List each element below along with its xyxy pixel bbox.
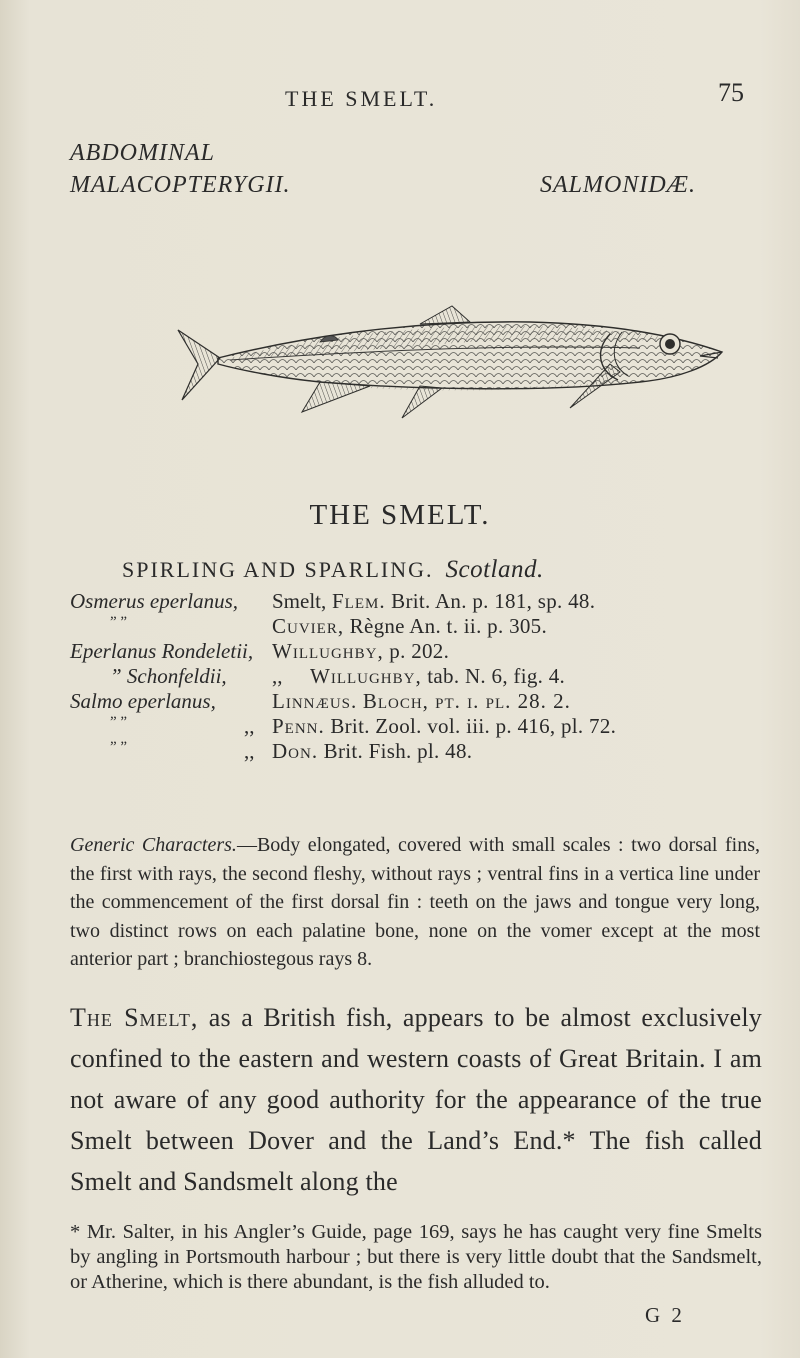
species-title: THE SMELT.: [309, 499, 491, 531]
synonym-reference: [272, 739, 472, 764]
body-text: as a British fish, appears to be almost exclusively confined to the eastern and western coasts of Great Britain. I am not aware of any good authority for the appearance of the true Smelt between Dover and the Land’s End.* The fish called Smelt and Sandsmelt along the: [70, 1003, 762, 1196]
ditto-mark: ,,: [272, 664, 283, 688]
ditto-mark: ,,: [244, 714, 255, 738]
reference-detail: Bloch, pt. i. pl. 28. 2.: [362, 689, 571, 713]
synonym-name: ” ”: [110, 714, 128, 730]
reference-detail: Brit. Zool. vol. iii. p. 416, pl. 72.: [330, 714, 617, 738]
synonymy-row: [70, 614, 770, 640]
synonym-reference: [310, 664, 565, 689]
reference-author: Penn.: [272, 714, 325, 738]
synonymy-row: [70, 639, 770, 665]
synonym-reference: [272, 614, 547, 639]
order-label-line-2: MALACOPTERYGII.: [70, 172, 291, 198]
synonym-reference: [272, 639, 449, 664]
reference-author: Linnæus.: [272, 689, 358, 713]
synonym-common-name: Smelt,: [272, 589, 327, 613]
reference-author: Cuvier,: [272, 614, 345, 638]
footnote: * Mr. Salter, in his Angler’s Guide, page 169, says he has caught very fine Smelts by angling in Portsmouth harbour ; but there is very little doubt that the Sandsmelt, or Atherine, which is there abundant, is the fish alluded to.: [70, 1221, 762, 1293]
order-label-line-1: ABDOMINAL: [70, 140, 215, 166]
smelt-engraving-icon: [170, 300, 730, 430]
body-paragraph: [70, 997, 762, 1202]
synonymy-row: [70, 714, 770, 740]
synonym-name: ” Schonfeldii,: [110, 664, 227, 688]
generic-characters-text: —Body elongated, covered with small scales : two dorsal fins, the first with rays, the second fleshy, without rays ; ventral fins in a vertica line under the commencement of the first dorsal fin : teeth on the jaws and tongue very long, two distinct rows on each palatine bone, none on the vomer except at the most anterior part ; branchiostegous rays 8.: [70, 834, 760, 970]
reference-detail: Brit. Fish. pl. 48.: [323, 739, 473, 763]
generic-characters-lead: Generic Characters.: [70, 834, 237, 856]
generic-characters-paragraph: [70, 831, 760, 974]
synonymy-row: [70, 664, 770, 690]
synonym-name: Osmerus eperlanus,: [70, 589, 238, 613]
synonym-name: Eperlanus Rondeletii,: [70, 639, 254, 663]
synonym-reference: [332, 589, 595, 614]
reference-detail: Brit. An. p. 181, sp. 48.: [391, 589, 596, 613]
synonymy-row: [70, 589, 770, 615]
page-number: 75: [718, 78, 744, 107]
synonymy-row: [70, 689, 770, 715]
synonym-reference: [272, 689, 571, 714]
synonymy-row: [70, 739, 770, 765]
reference-detail: tab. N. 6, fig. 4.: [427, 664, 566, 688]
reference-author: Willughby,: [310, 664, 422, 688]
synonym-reference: [272, 714, 616, 739]
reference-author: Flem.: [332, 589, 386, 613]
common-names-text: SPIRLING AND SPARLING.: [122, 557, 434, 582]
signature-mark: G 2: [645, 1303, 685, 1327]
synonym-name: Salmo eperlanus,: [70, 689, 216, 713]
reference-author: Don.: [272, 739, 319, 763]
synonym-name: ” ”: [110, 614, 128, 630]
ditto-mark: ,,: [244, 739, 255, 763]
region-label: Scotland.: [445, 556, 544, 583]
reference-author: Willughby,: [272, 639, 384, 663]
synonym-name: ” ”: [110, 739, 128, 755]
reference-detail: Règne An. t. ii. p. 305.: [349, 614, 548, 638]
body-lead: The Smelt,: [70, 1003, 199, 1032]
reference-detail: p. 202.: [389, 639, 450, 663]
running-title: THE SMELT.: [285, 86, 438, 111]
common-names: [122, 556, 544, 584]
family-label: SALMONIDÆ.: [540, 172, 697, 198]
